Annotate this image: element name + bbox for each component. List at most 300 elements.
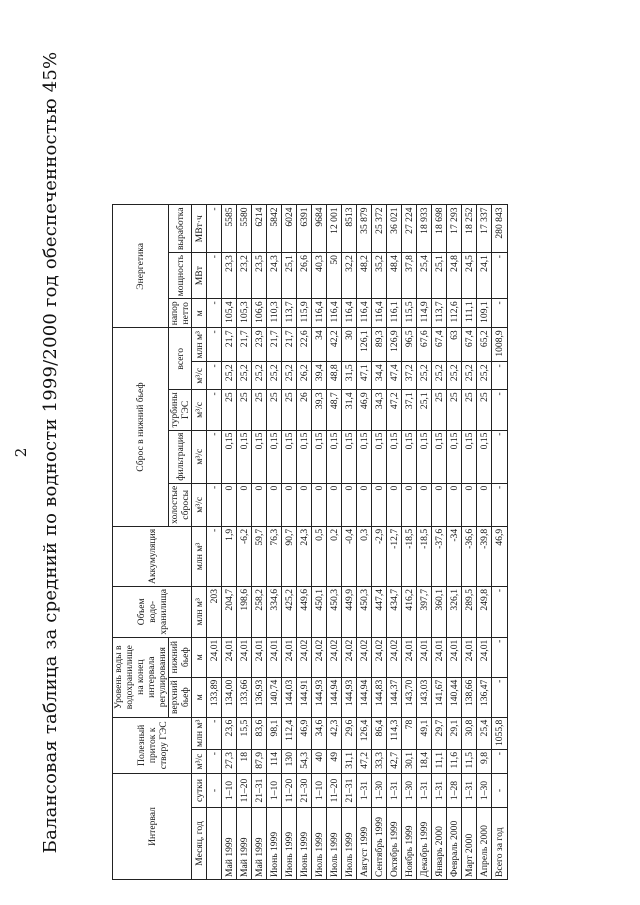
table-cell: 116,4 [342, 299, 357, 328]
table-cell: 23,3 [222, 253, 237, 299]
table-cell: 0,3 [357, 526, 372, 586]
table-cell: 25,2 [237, 362, 252, 390]
table-cell: 34 [312, 328, 327, 362]
table-cell: 25 [237, 390, 252, 430]
table-row [372, 205, 387, 880]
table-cell: 33,3 [372, 750, 387, 774]
table-cell: 24,01 [252, 637, 267, 677]
header-interval: Интервал [113, 774, 192, 880]
table-cell: 0 [417, 483, 432, 526]
cell-period: Июнь 1999 [297, 808, 312, 880]
table-row [342, 205, 357, 880]
table-cell: - [492, 677, 508, 717]
table-cell: 30,1 [402, 750, 417, 774]
table-cell: 450,3 [357, 586, 372, 637]
table-cell: 25,1 [282, 253, 297, 299]
table-cell: 46,9 [297, 717, 312, 749]
table-cell: 37,8 [402, 253, 417, 299]
table-cell: 23,2 [237, 253, 252, 299]
table-cell: 26 [297, 390, 312, 430]
table-cell: - [207, 390, 222, 430]
header-accumulation: Аккумуляция [113, 526, 192, 586]
table-row [282, 205, 297, 880]
table-cell: 126,9 [387, 328, 402, 362]
table-cell: 78 [402, 717, 417, 749]
table-cell: 0 [327, 483, 342, 526]
unit-volume-mln: млн м³ [192, 586, 207, 637]
table-cell: 143,70 [402, 677, 417, 717]
table-cell: 105,4 [222, 299, 237, 328]
table-cell: 24,02 [387, 637, 402, 677]
table-cell: 198,6 [237, 586, 252, 637]
table-cell: 47,2 [387, 390, 402, 430]
balance-table [112, 204, 508, 880]
table-cell: 249,8 [477, 586, 492, 637]
total-row [492, 205, 508, 880]
table-cell: 24,02 [312, 637, 327, 677]
table-cell: 40 [312, 750, 327, 774]
table-cell: 425,2 [282, 586, 297, 637]
page-number: 2 [12, 447, 30, 458]
table-cell: 136,47 [477, 677, 492, 717]
table-row [462, 205, 477, 880]
table-cell: 24,01 [402, 637, 417, 677]
header-power: мощность [169, 253, 192, 299]
table-row [207, 205, 222, 880]
table-cell: 25 372 [372, 205, 387, 253]
table-cell: 21,7 [267, 328, 282, 362]
header-output: выработка [169, 205, 192, 253]
table-cell: 31,4 [342, 390, 357, 430]
table-cell: 48,2 [357, 253, 372, 299]
table-cell: 5585 [222, 205, 237, 253]
table-cell: 47,4 [387, 362, 402, 390]
table-cell: - [207, 299, 222, 328]
table-cell: 25,2 [222, 362, 237, 390]
document-title: Балансовая таблица за средний по водности 1999/2000 год обеспеченностью 45% [40, 51, 61, 854]
table-cell: 63 [447, 328, 462, 362]
cell-period: Май 1999 [222, 808, 237, 880]
table-cell: 54,3 [297, 750, 312, 774]
table-cell: 89,3 [372, 328, 387, 362]
table-cell: 113,7 [282, 299, 297, 328]
table-cell: 25,2 [252, 362, 267, 390]
table-cell: 25,2 [462, 362, 477, 390]
table-cell: 48,7 [327, 390, 342, 430]
table-cell: 126,4 [357, 717, 372, 749]
table-cell: 144,93 [312, 677, 327, 717]
table-cell: - [492, 299, 508, 328]
table-cell: 105,3 [237, 299, 252, 328]
table-row [222, 205, 237, 880]
table-cell: 397,7 [417, 586, 432, 637]
cell-days: 1–31 [417, 774, 432, 808]
table-cell: 24,02 [327, 637, 342, 677]
table-cell: 141,67 [432, 677, 447, 717]
unit-upper-m: м [192, 677, 207, 717]
unit-turbines-m3s: м³/с [192, 390, 207, 430]
table-cell: - [492, 430, 508, 483]
table-cell: -36,6 [462, 526, 477, 586]
table-cell: 15,5 [237, 717, 252, 749]
cell-period: Июль 1999 [312, 808, 327, 880]
cell-days: 21–31 [252, 774, 267, 808]
table-cell: - [492, 253, 508, 299]
table-cell: - [492, 390, 508, 430]
cell-period: Май 1999 [252, 808, 267, 880]
table-cell: 138,66 [462, 677, 477, 717]
cell-days: - [207, 774, 222, 808]
table-cell: 0 [252, 483, 267, 526]
table-cell: 133,66 [237, 677, 252, 717]
table-cell: 144,93 [342, 677, 357, 717]
table-cell: 31,5 [342, 362, 357, 390]
cell-days: 1–30 [477, 774, 492, 808]
table-cell: 24,5 [462, 253, 477, 299]
table-cell: 115,5 [402, 299, 417, 328]
unit-idle-m3s: м³/с [192, 483, 207, 526]
table-cell: 0,15 [447, 430, 462, 483]
table-cell: 114 [267, 750, 282, 774]
table-cell: 25,2 [477, 362, 492, 390]
table-cell: - [492, 362, 508, 390]
table-cell: 0 [387, 483, 402, 526]
table-cell: 18 252 [462, 205, 477, 253]
table-cell: 36 021 [387, 205, 402, 253]
table-cell: 67,4 [462, 328, 477, 362]
cell-days: 1–10 [312, 774, 327, 808]
table-cell: 6391 [297, 205, 312, 253]
table-cell: -34 [447, 526, 462, 586]
table-cell: 9684 [312, 205, 327, 253]
table-cell: 360,1 [432, 586, 447, 637]
table-cell: 434,7 [387, 586, 402, 637]
unit-inflow-mln: млн м³ [192, 717, 207, 749]
table-cell: 203 [207, 586, 222, 637]
cell-period: Июль 1999 [342, 808, 357, 880]
table-cell: 39,3 [312, 390, 327, 430]
table-cell: 40,3 [312, 253, 327, 299]
table-cell: 0 [432, 483, 447, 526]
table-cell: 34,4 [372, 362, 387, 390]
table-cell: 23,9 [252, 328, 267, 362]
table-cell: 450,3 [327, 586, 342, 637]
table-cell: 24,02 [372, 637, 387, 677]
table-cell: 29,6 [342, 717, 357, 749]
table-cell: 0,15 [342, 430, 357, 483]
unit-filtration-m3s: м³/с [192, 430, 207, 483]
header-inflow: Полезный приток к створу ГЭС [113, 717, 192, 773]
table-cell: 83,6 [252, 717, 267, 749]
table-cell: 136,93 [252, 677, 267, 717]
table-cell: 42,7 [387, 750, 402, 774]
table-cell: 90,7 [282, 526, 297, 586]
cell-period [207, 808, 222, 880]
table-cell: 0,15 [237, 430, 252, 483]
table-cell: 6214 [252, 205, 267, 253]
table-cell: 67,6 [417, 328, 432, 362]
unit-head-m: м [192, 299, 207, 328]
table-cell: 144,91 [297, 677, 312, 717]
table-cell: 11,1 [432, 750, 447, 774]
table-cell: - [207, 362, 222, 390]
table-cell: 23,5 [252, 253, 267, 299]
cell-period: Июль 1999 [327, 808, 342, 880]
table-cell: 0,15 [327, 430, 342, 483]
table-cell: 134,00 [222, 677, 237, 717]
table-cell: 30,8 [462, 717, 477, 749]
cell-period: Декабрь 1999 [417, 808, 432, 880]
table-cell: 5580 [237, 205, 252, 253]
table-cell: 21,7 [237, 328, 252, 362]
table-cell: 25,1 [432, 253, 447, 299]
cell-days: 1–30 [372, 774, 387, 808]
table-cell: 0,15 [357, 430, 372, 483]
cell-days: 1–31 [357, 774, 372, 808]
table-cell: 449,9 [342, 586, 357, 637]
table-cell: 0,15 [417, 430, 432, 483]
table-cell: 25,4 [477, 717, 492, 749]
table-cell: 24,01 [237, 637, 252, 677]
table-cell: 24,01 [477, 637, 492, 677]
table-cell: 18 933 [417, 205, 432, 253]
table-cell: 35,2 [372, 253, 387, 299]
table-cell: 22,6 [297, 328, 312, 362]
table-cell: 48,4 [387, 253, 402, 299]
table-cell: 18 698 [432, 205, 447, 253]
cell-period: Октябрь 1999 [387, 808, 402, 880]
header-lower-pool: нижний бьеф [169, 637, 192, 677]
table-cell: 34,3 [372, 390, 387, 430]
cell-days: 1–10 [267, 774, 282, 808]
table-cell: 0,15 [267, 430, 282, 483]
table-cell: 23,6 [222, 717, 237, 749]
table-cell: 11,5 [462, 750, 477, 774]
table-cell: 35 879 [357, 205, 372, 253]
table-cell: - [207, 717, 222, 749]
table-row [417, 205, 432, 880]
table-cell: 24,01 [462, 637, 477, 677]
table-cell: 37,1 [402, 390, 417, 430]
unit-month-year: Месяц, год [192, 808, 207, 880]
table-cell: 0,15 [387, 430, 402, 483]
table-cell: 204,7 [222, 586, 237, 637]
table-cell: - [207, 750, 222, 774]
header-filtration: фильтрация [169, 430, 192, 483]
cell-period: Февраль 2000 [447, 808, 462, 880]
cell-days: 1–28 [447, 774, 462, 808]
table-cell: 5842 [267, 205, 282, 253]
table-cell: 25 [282, 390, 297, 430]
table-cell: 25 [477, 390, 492, 430]
table-cell: 144,03 [282, 677, 297, 717]
table-cell: 27,3 [222, 750, 237, 774]
table-cell: 49,1 [417, 717, 432, 749]
table-cell: 34,6 [312, 717, 327, 749]
table-cell: 24,1 [477, 253, 492, 299]
table-cell: 30 [342, 328, 357, 362]
unit-acc-mln: млн м³ [192, 526, 207, 586]
table-row [447, 205, 462, 880]
table-cell: 0,2 [327, 526, 342, 586]
table-row [477, 205, 492, 880]
table-cell: 116,4 [357, 299, 372, 328]
header-discharge: Сброс в нижний бьеф [113, 328, 169, 527]
table-cell: 0 [222, 483, 237, 526]
table-row [312, 205, 327, 880]
table-cell: 24,01 [432, 637, 447, 677]
table-cell: 96,5 [402, 328, 417, 362]
table-cell: 24,01 [207, 637, 222, 677]
table-row [432, 205, 447, 880]
table-cell: 144,94 [357, 677, 372, 717]
table-cell: 24,01 [447, 637, 462, 677]
table-cell: 113,7 [432, 299, 447, 328]
table-cell: 0 [477, 483, 492, 526]
table-cell: 76,3 [267, 526, 282, 586]
table-cell: 42,2 [327, 328, 342, 362]
table-cell: 25,2 [267, 362, 282, 390]
table-cell: 37,2 [402, 362, 417, 390]
table-cell: 25,4 [417, 253, 432, 299]
table-cell: 42,3 [327, 717, 342, 749]
table-cell: - [207, 253, 222, 299]
table-cell: 133,89 [207, 677, 222, 717]
header-total: всего [169, 328, 192, 390]
table-cell: 6024 [282, 205, 297, 253]
unit-output-mwh: МВт·ч [192, 205, 207, 253]
cell-period: Всего за год [492, 808, 508, 880]
table-cell: -39,8 [477, 526, 492, 586]
table-cell: -6,2 [237, 526, 252, 586]
table-cell: 17 293 [447, 205, 462, 253]
cell-period: Сентябрь 1999 [372, 808, 387, 880]
table-row [252, 205, 267, 880]
table-cell: 67,4 [432, 328, 447, 362]
table-cell: 8513 [342, 205, 357, 253]
table-cell: 29,1 [447, 717, 462, 749]
table-cell: 111,1 [462, 299, 477, 328]
table-cell: 25,2 [417, 362, 432, 390]
table-cell: 46,9 [492, 526, 508, 586]
cell-days: 21–31 [342, 774, 357, 808]
table-cell: 9,8 [477, 750, 492, 774]
header-volume: Объем водо-хранилища [113, 586, 192, 637]
table-cell: 31,1 [342, 750, 357, 774]
table-cell: 21,7 [222, 328, 237, 362]
table-cell: 24,01 [267, 637, 282, 677]
cell-period: Январь 2000 [432, 808, 447, 880]
table-cell: 25 [267, 390, 282, 430]
table-row [402, 205, 417, 880]
table-cell: 116,4 [372, 299, 387, 328]
table-cell: -37,6 [432, 526, 447, 586]
table-cell: -18,5 [402, 526, 417, 586]
cell-period: Апрель 2000 [477, 808, 492, 880]
header-energy: Энергетика [113, 205, 169, 328]
cell-days: 11–20 [282, 774, 297, 808]
unit-days: сутки [192, 774, 207, 808]
table-cell: 0,15 [477, 430, 492, 483]
table-row [237, 205, 252, 880]
table-cell: - [207, 328, 222, 362]
table-cell: 140,74 [267, 677, 282, 717]
table-cell: - [207, 430, 222, 483]
table-cell: 110,3 [267, 299, 282, 328]
unit-lower-m: м [192, 637, 207, 677]
table-cell: 25,2 [447, 362, 462, 390]
table-cell: 27 224 [402, 205, 417, 253]
table-cell: 0,15 [462, 430, 477, 483]
table-cell: 1,9 [222, 526, 237, 586]
table-cell: 114,3 [387, 717, 402, 749]
table-cell: 86,4 [372, 717, 387, 749]
table-cell: - [492, 750, 508, 774]
table-cell: 25 [222, 390, 237, 430]
table-cell: -2,9 [372, 526, 387, 586]
table-cell: 87,9 [252, 750, 267, 774]
table-cell: 280 843 [492, 205, 508, 253]
table-cell: 144,37 [387, 677, 402, 717]
table-cell: 416,2 [402, 586, 417, 637]
cell-period: Август 1999 [357, 808, 372, 880]
table-row [387, 205, 402, 880]
header-turbines: турбины ГЭС [169, 390, 192, 430]
table-cell: 12 001 [327, 205, 342, 253]
table-row [327, 205, 342, 880]
table-cell: 143,03 [417, 677, 432, 717]
table-cell: 65,2 [477, 328, 492, 362]
table-cell: 130 [282, 750, 297, 774]
table-cell: 112,6 [447, 299, 462, 328]
unit-total-m3s: м³/с [192, 362, 207, 390]
table-cell: 26,2 [297, 362, 312, 390]
table-cell: 258,2 [252, 586, 267, 637]
table-cell: 32,2 [342, 253, 357, 299]
table-cell: 24,3 [297, 526, 312, 586]
table-cell: 0,15 [252, 430, 267, 483]
table-cell: 326,1 [447, 586, 462, 637]
table-cell: 1008,9 [492, 328, 508, 362]
table-cell: 144,94 [327, 677, 342, 717]
table-cell: 116,1 [387, 299, 402, 328]
table-cell: 0 [402, 483, 417, 526]
table-cell: 24,3 [267, 253, 282, 299]
table-cell: 114,9 [417, 299, 432, 328]
table-cell: 25 [252, 390, 267, 430]
table-cell: 0 [312, 483, 327, 526]
cell-days: 1–31 [432, 774, 447, 808]
table-cell: - [492, 586, 508, 637]
table-cell: 289,5 [462, 586, 477, 637]
table-cell: 109,1 [477, 299, 492, 328]
table-cell: 21,7 [282, 328, 297, 362]
table-cell: 24,02 [297, 637, 312, 677]
cell-period: Март 2000 [462, 808, 477, 880]
table-cell: 0,15 [297, 430, 312, 483]
table-cell: 18 [237, 750, 252, 774]
table-cell: - [207, 526, 222, 586]
table-cell: -0,4 [342, 526, 357, 586]
table-cell: 29,7 [432, 717, 447, 749]
table-cell: 0 [282, 483, 297, 526]
table-cell: 0,5 [312, 526, 327, 586]
unit-total-mln: млн м³ [192, 328, 207, 362]
table-cell: 447,4 [372, 586, 387, 637]
table-cell: 116,4 [327, 299, 342, 328]
table-cell: 0 [462, 483, 477, 526]
table-cell: 50 [327, 253, 342, 299]
